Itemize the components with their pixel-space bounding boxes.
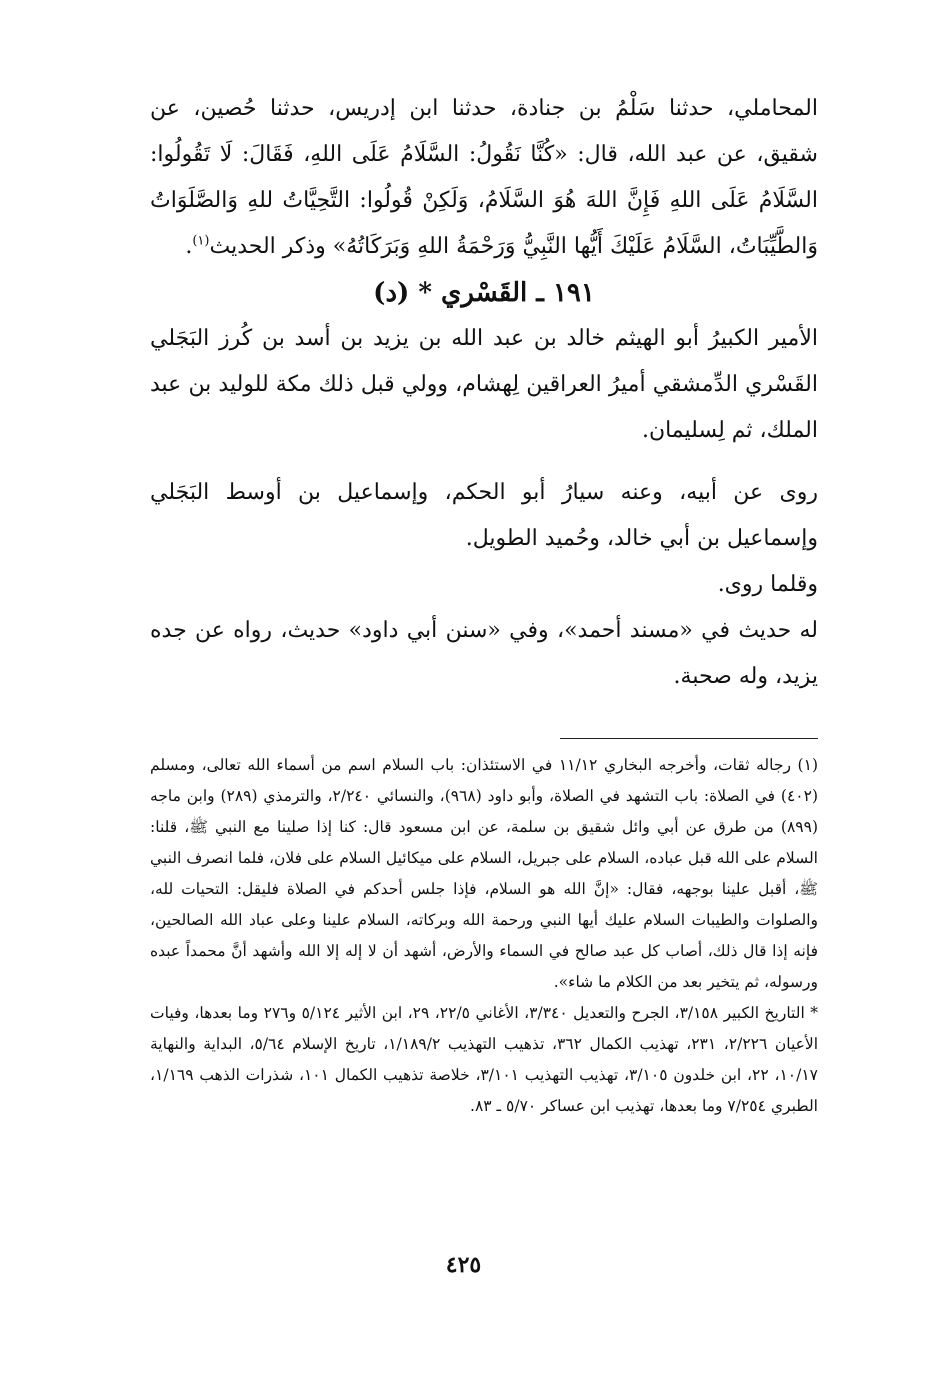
biography-paragraph: الأمير الكبيرُ أبو الهيثم خالد بن عبد الله بن يزيد بن أسد بن كُرز البَجَلي القَسْري الدِّمشقي أميرُ العراقين لِهشام، وولي قبل ذلك مكة للوليد بن عبد الملك، ثم لِسليمان.: [150, 326, 818, 443]
footnote-marker: (١): [192, 233, 210, 249]
main-text: [150, 86, 818, 700]
hadith-text: المحاملي، حدثنا سَلْمُ بن جنادة، حدثنا ابن إدريس، حدثنا حُصين، عن شقيق، عن عبد الله، قال: «كُنَّا نَقُولُ: السَّلَامُ عَلَى اللهِ، فَقَالَ: لَا تَقُولُوا: السَّلَامُ عَلَى اللهِ فَإِنَّ اللهَ هُوَ السَّلَامُ، وَلَكِنْ قُولُوا: التَّحِيَّاتُ للهِ وَالصَّلَوَاتُ وَالطَّيِّبَاتُ، السَّلَامُ عَلَيْكَ أَيُّها النَّبِيُّ وَرَحْمَةُ اللهِ وَبَرَكَاتُهُ» وذكر الحديث: [150, 96, 818, 259]
footnotes: [150, 750, 818, 1122]
biography-heading: ١٩١ ـ القَسْري * (د): [373, 278, 595, 308]
sources-footnote: * التاريخ الكبير ٣/١٥٨، الجرح والتعديل ٣/٣٤٠، الأغاني ٢٢/٥، ٢٩، ابن الأثير ٥/١٢٤ و٢٧٦ وما بعدها، وفيات الأعيان ٢/٢٢٦، ٢٣١، تهذيب الكمال ٣٦٢، تذهيب التهذيب ١/١٨٩/٢، تاريخ الإسلام ٥/٦٤، البداية والنهاية ١٠/١٧، ٢٢، ابن خلدون ٣/١٠٥، تهذيب التهذيب ٣/١٠١، خلاصة تذهيب الكمال ١٠١، شذرات الذهب ١/١٦٩، الطبري ٧/٢٥٤ وما بعدها، تهذيب ابن عساكر ٥/٧٠ ـ ٨٣.: [150, 1004, 819, 1115]
page-number: ٤٢٥: [445, 1252, 482, 1278]
narrators-paragraph: روى عن أبيه، وعنه سيارُ أبو الحكم، وإسماعيل بن أوسط البَجَلي وإسماعيل بن أبي خالد، وحُميد الطويل.: [150, 480, 818, 551]
rarely-narrated-line: وقلما روى.: [717, 572, 818, 597]
footnote-divider: [560, 738, 818, 739]
footnote-1: (١) رجاله ثقات، وأخرجه البخاري ١١/١٢ في الاستئذان: باب السلام اسم من أسماء الله تعالى، ومسلم (٤٠٢) في الصلاة: باب التشهد في الصلاة، وأبو داود (٩٦٨)، والنسائي ٢/٢٤٠، والترمذي (٢٨٩) وابن ماجه (٨٩٩) من طرق عن أبي وائل شقيق بن سلمة، عن ابن مسعود قال: كنا إذا صلينا مع النبي ﷺ، قلنا: السلام على الله قبل عباده، السلام على جبريل، السلام على ميكائيل السلام على فلان، فلما انصرف النبي ﷺ، أقبل علينا بوجهه، فقال: «إنَّ الله هو السلام، فإذا جلس أحدكم في الصلاة فليقل: التحيات لله، والصلوات والطيبات السلام عليك أيها النبي ورحمة الله وبركاته، السلام علينا وعلى عباد الله الصالحين، فإنه إذا قال ذلك، أصاب كل عبد صالح في السماء والأرض، أشهد أن لا إله إلا الله وأشهد أنَّ محمداً عبده ورسوله، ثم يتخير بعد من الكلام ما شاء».: [150, 756, 819, 991]
hadith-paragraph: المحاملي، حدثنا سَلْمُ بن جنادة، حدثنا ابن إدريس، حدثنا حُصين، عن شقيق، عن عبد الله، قال: «كُنَّا نَقُولُ: السَّلَامُ عَلَى اللهِ، فَقَالَ: لَا تَقُولُوا: السَّلَامُ عَلَى اللهِ فَإِنَّ اللهَ هُوَ السَّلَامُ، وَلَكِنْ قُولُوا: التَّحِيَّاتُ للهِ وَالصَّلَوَاتُ وَالطَّيِّبَاتُ، السَّلَامُ عَلَيْكَ أَيُّها النَّبِيُّ وَرَحْمَةُ اللهِ وَبَرَكَاتُهُ» وذكر الحديث$^{(١)}$.: [150, 96, 818, 259]
hadith-count-paragraph: له حديث في «مسند أحمد»، وفي «سنن أبي داود» حديث، رواه عن جده يزيد، وله صحبة.: [150, 618, 818, 689]
